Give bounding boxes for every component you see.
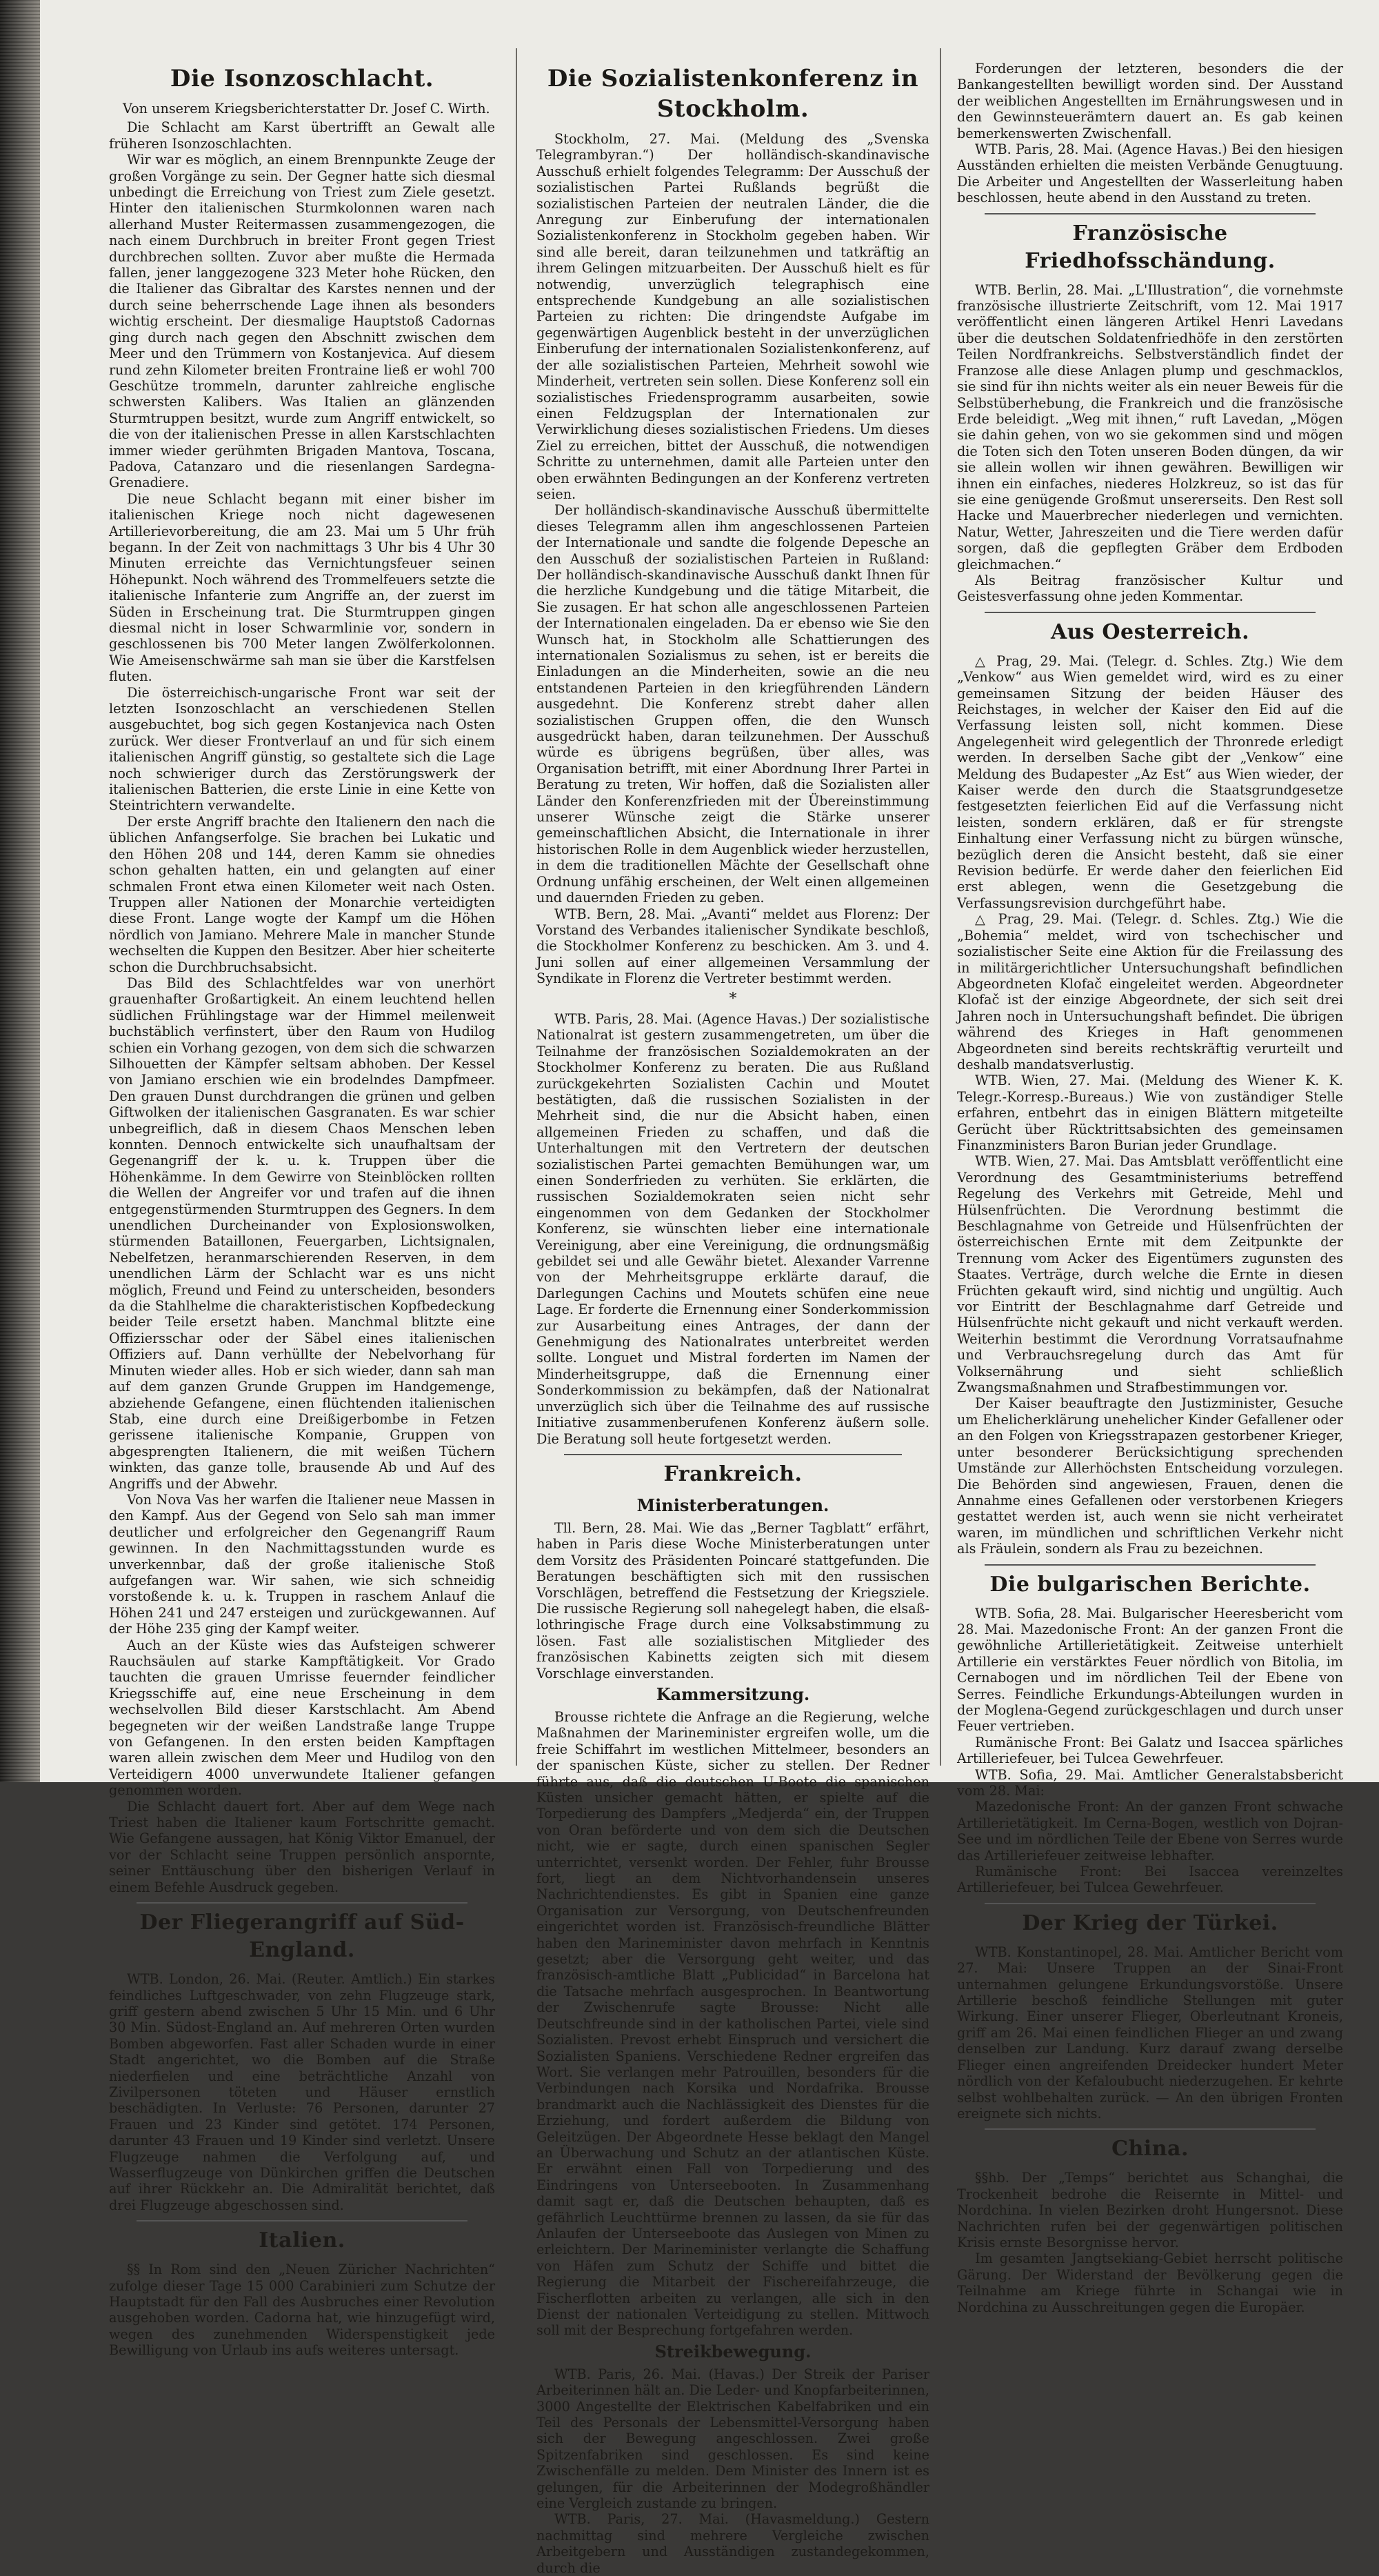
paragraph: Der erste Angriff brachte den Italienern den nach die üblichen Anfangserfolge. Sie brachen bei Lukatic und den Höhen 208 und 144, deren Kamm sie ohnedies schon gehalten hatten, ein und gelangten auf einer schmalen Front etwa einen Kilometer weit nach Osten. Truppen aller Nationen der Monarchie verteidigten diese Front. Lange wogte der Kampf um die Höhen nördlich von Jamiano. Mehrere Male in mancher Stunde wechselten die Kuppen den Besitzer. Aber hier scheiterte schon die Durchbruchsabsicht.: [109, 813, 495, 975]
paragraph: WTB. Sofia, 29. Mai. Amtlicher Generalstabsbericht vom 28. Mai:: [957, 1766, 1343, 1799]
paragraph: WTB. Paris, 28. Mai. (Agence Havas.) Der sozialistische Nationalrat ist gestern zusammengetreten, um über die Teilnahme der französischen Sozialdemokraten an der Stockholmer Konferenz zu beraten. Die aus Rußland zurückgekehrten Sozialisten Cachin und Moutet bestätigten, daß die russischen Sozialisten in der Mehrheit sind, die nur die Absicht haben, einen allgemeinen Frieden zu schaffen, und daß die Unterhaltungen mit den Vertretern der deutschen sozialistischen Partei gemachten Bemühungen war, um einen Sonderfrieden zu verhüten. Sie erklärten, die russischen Sozialdemokraten seien nicht sehr eingenommen von dem Gedanken der Stockholmer Konferenz, sie wünschten lieber eine internationale Vereinigung, aber eine Vereinigung, die ordnungsmäßig gebildet sei und alle Gewähr bietet. Alexander Varrenne von der Mehrheitsgruppe erklärte darauf, die Darlegungen Cachins und Moutets schüfen eine neue Lage. Er forderte die Ernennung einer Sonderkommission zur Ausarbeitung eines Antrages, der dann der Genehmigung des Nationalrates unterbreitet werden sollte. Longuet und Mistral forderten im Namen der Minderheitsgruppe, daß die Ernennung einer Sonderkommission zu bekämpfen, daß der Nationalrat unverzüglich sich über die Teilnahme des auf russische Initiative zusammenberufenen Konferenz äußern solle. Die Beratung soll heute fortgesetzt werden.: [536, 1010, 929, 1447]
paragraph: §§hb. Der „Temps“ berichtet aus Schanghai, die Trockenheit bedrohe die Reisernte in Mittel- und Nordchina. In vielen Bezirken droht Hungersnot. Diese Nachrichten rufen bei der gegenwärtigen politischen Krisis ernste Besorgnisse hervor.: [957, 2170, 1343, 2250]
paragraph: Im gesamten Jangtsekiang-Gebiet herrscht politische Gärung. Der Widerstand der Bevölkerung gegen die Teilnahme am Kriege führte in Schangai wie in Nordchina zu Ausschreitungen gegen die Europäer.: [957, 2250, 1343, 2315]
newspaper-page: [40, 0, 1379, 2576]
paragraph: WTB. Sofia, 28. Mai. Bulgarischer Heeresbericht vom 28. Mai. Mazedonische Front: An der ganzen Front die gewöhnliche Artillerietätigkeit. Zeitweise unterhielt Artillerie ein verstärktes Feuer nördlich von Bitolia, im Cernabogen und im nördlichen Teil der Ebene von Serres. Feindliche Erkundungs-Abteilungen wurden in der Moglena-Gegend zurückgeschlagen und durch unser Feuer vertrieben.: [957, 1605, 1343, 1735]
headline-italien: Italien.: [259, 2228, 345, 2253]
section-divider: [985, 1564, 1316, 1566]
paragraph: Die neue Schlacht begann mit einer bisher im italienischen Kriege noch nicht dagewesenen Artillerievorbereitung, die am 23. Mai um 5 Uhr früh begann. In der Zeit von nachmittags 3 Uhr bis 4 Uhr 30 Minuten erreichte das Vernichtungsfeuer seinen Höhepunkt. Noch während des Trommelfeuers setzte die italienische Infanterie zum Angriffe an, der zuerst im Süden in Erscheinung trat. Die Sturmtruppen gingen diesmal nicht in loser Schwarmlinie vor, sondern in geschlossenen bis 700 Meter langen Zwölferkolonnen. Wie Ameisenschwärme sah man sie über die Karstfelsen fluten.: [109, 490, 495, 685]
paragraph: Das Bild des Schlachtfeldes war von unerhört grauenhafter Großartigkeit. An einem leuchtend hellen südlichen Frühlingstage war der Himmel meilenweit buchstäblich verfinstert, über den Raum von Hudilog schien ein Vorhang gezogen, von dem sich die schwarzen Silhouetten der Kämpfer seltsam abhoben. Der Kessel von Jamiano erschien wie ein brodelndes Dampfmeer. Den grauen Dunst durchdrangen die grünen und gelben Giftwolken der italienischen Gasgranaten. Es war schier unbegreiflich, daß in diesem Chaos Menschen leben konnten. Dennoch entwickelte sich unaufhaltsam der Gegenangriff der k. u. k. Truppen über die Höhenkämme. In dem Gewirre von Steinblöcken rollten die Wellen der Angreifer vor und trafen auf die ihnen entgegenstürmenden Sturmtruppen des Gegners. In dem unendlichen Durcheinander von Explosionswolken, stürmenden Bataillonen, Feuergarben, Lichtsignalen, Nebelfetzen, heranmarschierenden Reserven, in dem unendlichen Lärm der Schlacht war es uns nicht möglich, Freund und Feind zu unterscheiden, besonders da die Stahlhelme die charakteristischen Kopfbedeckung beider Teile ersetzt haben. Manchmal blitzte eine Offiziersschar oder der Säbel eines italienischen Offiziers auf. Dann verhüllte der Nebelvorhang für Minuten wieder alles. Hob er sich wieder, dann sah man auf dem ganzen Grunde Gruppen im Handgemenge, abziehende Gefangene, einen flüchtenden italienischen Stab, eine durch eine Dreißigerbombe in Fetzen gerissene italienische Kompanie, Gruppen von abgesprengten Italienern, die mit weißen Tüchern winkten, das ganze tolle, brausende Ab und Auf des Angriffs und der Abwehr.: [109, 975, 495, 1492]
headline-friedhofsschaendung: Französische Friedhofsschändung.: [1025, 221, 1276, 273]
byline: Von unserem Kriegsberichterstatter Dr. Josef C. Wirth.: [123, 101, 490, 117]
headline-china: China.: [1111, 2137, 1189, 2161]
paragraph: △ Prag, 29. Mai. (Telegr. d. Schles. Ztg.) Wie die „Bohemia“ meldet, wird von tschechischer und sozialistischer Seite eine Aktion für die Freilassung des in militärgerichtlicher Untersuchungshaft befindlichen Abgeordneten Klofač eingeleitet werden. Abgeordneter Klofač ist der einzige Abgeordnete, der sich seit drei Jahren noch in Untersuchungshaft befindet. Die übrigen während des Krieges in Haft genommenen Abgeordneten sind bereits rechtskräftig verurteilt und deshalb mandatsverlustig.: [957, 911, 1343, 1072]
paragraph: Tll. Bern, 28. Mai. Wie das „Berner Tagblatt“ erfährt, haben in Paris diese Woche Ministerberatungen unter dem Vorsitz des Präsidenten Poincaré stattgefunden. Die Beratungen beschäftigten sich mit den russischen Vorschlägen, betreffend die Festsetzung der Kriegsziele. Die russische Regierung soll nahegelegt haben, die elsaß-lothringische Frage durch eine Volksabstimmung zu lösen. Fast alle sozialistischen Mitglieder des französischen Kabinetts zeigten sich mit diesem Vorschlage einverstanden.: [536, 1519, 929, 1681]
paragraph: Mazedonische Front: An der ganzen Front schwache Artillerietätigkeit. Im Cerna-Bogen, westlich von Dojran-See und im nördlichen Teile der Ebene von Serres wurde das Artilleriefeuer zeitweise lebhafter.: [957, 1799, 1343, 1864]
headline-sozialistenkonferenz: Die Sozialistenkonferenz in Stockholm.: [547, 65, 919, 123]
headline-frankreich: Frankreich.: [663, 1461, 803, 1486]
column-rule: [516, 48, 517, 1766]
paragraph: Auch an der Küste wies das Aufsteigen schwerer Rauchsäulen auf starke Kampftätigkeit. Vor Grado tauchten die grauen Umrisse feuernder feindlicher Kriegsschiffe auf, eine neue Erscheinung in dem wechselvollen Bild dieser Karstschlacht. Am Abend begegneten wir der weißen Landstraße lange Truppe von Gefangenen. In den ersten beiden Kampftagen waren allein zwischen dem Meer und Hudilog von den Verteidigern 4000 unverwundete Italiener gefangen genommen worden.: [109, 1637, 495, 1799]
paragraph: Die Schlacht am Karst übertrifft an Gewalt alle früheren Isonzoschlachten.: [109, 119, 495, 152]
headline-aus-oesterreich: Aus Oesterreich.: [1050, 619, 1250, 644]
subheading-streikbewegung: Streikbewegung.: [654, 2341, 812, 2362]
headline-bulgarische-berichte: Die bulgarischen Berichte.: [989, 1572, 1311, 1597]
paragraph: Die Schlacht dauert fort. Aber auf dem Wege nach Triest haben die Italiener kaum Fortschritte gemacht. Wie Gefangene aussagen, hat König Viktor Emanuel, der vor der Schlacht seine Truppen persönlich anspornte, seiner Enttäuschung über den bisherigen Verlauf in einem Befehle Ausdruck gegeben.: [109, 1798, 495, 1895]
paragraph: Als Beitrag französischer Kultur und Geistesverfassung ohne jeden Kommentar.: [957, 572, 1343, 605]
paragraph: WTB. Konstantinopel, 28. Mai. Amtlicher Bericht vom 27. Mai: Unsere Truppen an der Sinai-Front unternahmen gelungene Erkundungsvorstöße. Unsere Artillerie beschoß feindliche Stellungen mit guter Wirkung. Einer unserer Flieger, Oberleutnant Kroneis, griff am 26. Mai einen feindlichen Flieger an und zwang denselben zur Landung. Kurz darauf zwang derselbe Flieger einen angreifenden Dreidecker hundert Meter nördlich von der Kefaloubucht niederzugehen. Er kehrte selbst wohlbehalten zurück. — An den übrigen Fronten ereignete sich nichts.: [957, 1944, 1343, 2121]
column-rule: [940, 48, 941, 1766]
paragraph: WTB. London, 26. Mai. (Reuter. Amtlich.) Ein starkes feindliches Luftgeschwader, von zehn Flugzeuge stark, griff gestern abend zwischen 5 Uhr 15 Min. und 6 Uhr 30 Min. Südost-England an. Auf mehreren Orten wurden Bomben abgeworfen. Fast aller Schaden wurde in einer Stadt angerichtet, wo die Bomben auf die Straße niederfielen und eine beträchtliche Anzahl von Zivilpersonen töteten und Häuser ernstlich beschädigten. In Verluste: 76 Personen, darunter 27 Frauen und 23 Kinder sind getötet. 174 Personen, darunter 43 Frauen und 19 Kinder sind verletzt. Unsere Flugzeuge nahmen die Verfolgung auf, und Wasserflugzeuge von Dünkirchen griffen die Deutschen auf ihrer Rückkehr an. Die Admiralität berichtet, daß drei Flugzeuge abgeschossen sind.: [109, 1971, 495, 2213]
section-divider: [985, 213, 1316, 214]
column-middle: [536, 61, 929, 2576]
section-divider: [985, 2128, 1316, 2130]
paragraph: Von Nova Vas her warfen die Italiener neue Massen in den Kampf. Aus der Gegend von Selo sah man immer deutlicher und erfolgreicher den Gegenangriff Raum gewinnen. In den Nachmittagsstunden wurde es unverkennbar, daß der große italienische Stoß aufgefangen war. Wir sahen, wie sich schneidig vorstoßende k. u. k. Truppen in raschem Anlauf die Höhen 241 und 247 ersteigen und zurückgewannen. Auf der Höhe 235 ging der Kampf weiter.: [109, 1491, 495, 1637]
paragraph: Wir war es möglich, an einem Brennpunkte Zeuge der großen Vorgänge zu sein. Der Gegner hatte sich diesmal unbedingt die Erreichung von Triest zum Ziele gesetzt. Hinter den italienischen Sturmkolonnen waren nach allerhand Muster Reitermassen zusammengezogen, die nach einem Durchbruch in breiter Front gegen Triest durchbrechen sollten. Zuvor aber mußte die Hermada fallen, jener langgezogene 323 Meter hohe Rücken, den die Italiener das Gibraltar des Karstes nennen und der durch seine beherrschende Lage ihnen als besonders wichtig erscheint. Der diesmalige Hauptstoß Cadornas ging durch nach gegen den Abschnitt zwischen dem Meer und den Trümmern von Kostanjevica. Auf diesem rund zehn Kilometer breiten Frontraine ließ er wohl 700 Geschütze trommeln, darunter zahlreiche englische schwersten Kalibers. Was Italien an glänzenden Sturmtruppen besitzt, wurde zum Angriff entwickelt, so die von der italienischen Presse in allen Karstschlachten immer wieder gerühmten Brigaden Mantova, Toscana, Padova, Catanzaro und die riesenlangen Sardegna-Grenadiere.: [109, 152, 495, 491]
section-divider: [985, 612, 1316, 613]
paragraph: Der holländisch-skandinavische Ausschuß übermittelte dieses Telegramm allen ihm angeschlossenen Parteien der Internationale und sandte die folgende Depesche an den Ausschuß der sozialistischen Parteien in Rußland: Der holländisch-skandinavische Ausschuß dankt Ihnen für die herzliche Kundgebung und die tätige Mitarbeit, die Sie zusagen. Er hat schon alle angeschlossenen Parteien der Internationalen eingeladen. Da er ebenso wie Sie den Wunsch hat, in Stockholm alle Schattierungen des internationalen Sozialismus zu sehen, ist er bereits die Einladungen an die Minderheiten, sowie an die neu entstandenen Parteien in den kriegführenden Ländern ausgedehnt. Die Konferenz strebt daher allen sozialistischen Gruppen offen, die den Wunsch ausgedrückt haben, daran teilzunehmen. Der Ausschuß würde es übrigens begrüßen, über alles, was Organisation betrifft, mit einer Abordnung Ihrer Partei in Beratung zu treten, Wir hoffen, daß die Sozialisten aller Länder den Konferenzfrieden mit der Übereinstimmung unserer Wünsche zeigt die Stärke unserer gemeinschaftlichen Absicht, die Internationale in ihrer historischen Rolle in dem Augenblick wieder herzustellen, in dem die traditionellen Mächte der Gesellschaft ohne Ordnung unfähig erscheinen, der Welt einen allgemeinen und dauernden Frieden zu geben.: [536, 502, 929, 906]
paragraph: WTB. Bern, 28. Mai. „Avanti“ meldet aus Florenz: Der Vorstand des Verbandes italienischer Syndikate beschloß, die Stockholmer Konferenz zu beschicken. Am 3. und 4. Juni sollen auf einer allgemeinen Versammlung der Syndikate in Florenz die Vertreter bestimmt werden.: [536, 906, 929, 987]
section-divider: [564, 1454, 902, 1455]
asterisk-separator: *: [729, 990, 737, 1008]
paragraph: Die österreichisch-ungarische Front war seit der letzten Isonzoschlacht an verschiedenen Stellen ausgebuchtet, bog sich gegen Kostanjevica nach Osten zurück. Wer dieser Frontverlauf an und für sich einem italienischen Angriff günstig, so gestaltete sich die Lage noch schwieriger durch das Zerstörungswerk der italienischen Batterien, die erste Linie in eine Kette von Steintrichtern verwandelte.: [109, 684, 495, 814]
paragraph: Der Kaiser beauftragte den Justizminister, Gesuche um Ehelicherklärung unehelicher Kinder Gefallener oder an den Folgen von Kriegsstrapazen gestorbener Krieger, unter besonderer Berücksichtigung sprechenden Umstände zur Allerhöchsten Entscheidung vorzulegen. Die Behörden sind angewiesen, Frauen, denen die Annahme eines Gefallenen oder verstorbenen Kriegers gestattet werden ist, auch wenn sie nicht verheiratet waren, im mündlichen und schriftlichen Verkehr nicht als Fräulein, sondern als Frau zu bezeichnen.: [957, 1395, 1343, 1557]
column-left: [109, 61, 495, 2359]
column-right: [957, 61, 1343, 2315]
headline-fliegerangriff: Der Fliegerangriff auf Süd-England.: [139, 1910, 465, 1963]
paragraph: Stockholm, 27. Mai. (Meldung des „Svenska Telegrambyran.“) Der holländisch-skandinavische Ausschuß erhielt folgendes Telegramm: Der Ausschuß der sozialistischen Partei Rußlands begrüßt die sozialistischen Parteien der neutralen Länder, die die Anregung zur Einberufung der internationalen Sozialistenkonferenz in Stockholm gegeben haben. Wir sind alle bereit, daran teilzunehmen und tatkräftig an ihrem Gelingen mitzuarbeiten. Der Ausschuß hielt es für notwendig, unverzüglich telegraphisch eine entsprechende Kundgebung an alle sozialistischen Parteien zu richten: Die dringendste Aufgabe im gegenwärtigen Augenblick besteht in der unverzüglichen Einberufung der internationalen Sozialistenkonferenz, auf der alle sozialistischen Parteien, Mehrheit sowohl wie Minderheit, vertreten sein sollen. Diese Konferenz soll ein sozialistisches Friedensprogramm ausarbeiten, sowie einen Feldzugsplan der Internationalen zur Verwirklichung dieses sozialistischen Friedens. Um dieses Ziel zu erreichen, bittet der Ausschuß, die notwendigen Schritte zu unternehmen, damit alle Parteien unter den oben erwähnten Bedingungen an der Konferenz vertreten seien.: [536, 131, 929, 502]
paragraph: WTB. Wien, 27. Mai. (Meldung des Wiener K. K. Telegr.-Korresp.-Bureaus.) Wie von zuständiger Stelle erfahren, entbehrt das in einigen Blättern mitgeteilte Gerücht über Rücktrittsabsichten des gemeinsamen Finanzministers Baron Burian jeder Grundlage.: [957, 1072, 1343, 1153]
paragraph: Rumänische Front: Bei Isaccea vereinzeltes Artilleriefeuer, bei Tulcea Gewehrfeuer.: [957, 1864, 1343, 1896]
paragraph: §§ In Rom sind den „Neuen Züricher Nachrichten“ zufolge dieser Tage 15 000 Carabinieri zum Schutze der Hauptstadt für den Fall des Ausbruches einer Revolution ausgehoben worden. Cadorna hat, wie hinzugefügt wird, wegen des zunehmenden Widerspenstigkeit jede Bewilligung von Urlaub ins aufs weiteres untersagt.: [109, 2262, 495, 2359]
paragraph: Rumänische Front: Bei Galatz und Isaccea spärliches Artilleriefeuer, bei Tulcea Gewehrfeuer.: [957, 1734, 1343, 1767]
section-divider: [985, 1903, 1316, 1904]
paragraph: WTB. Wien, 27. Mai. Das Amtsblatt veröffentlicht eine Verordnung des Gesamtministeriums betreffend Regelung des Verkehrs mit Getreide, Mehl und Hülsenfrüchten. Die Verordnung bestimmt die Beschlagnahme von Getreide und Hülsenfrüchten der österreichischen Ernte mit dem Zeitpunkte der Trennung vom Acker des Eigentümers zugunsten des Staates. Verträge, durch welche die Ernte in diesen Früchten gekauft wird, sind nichtig und ungültig. Auch vor Eintritt der Beschlagnahme darf Getreide und Hülsenfrüchte nicht gekauft und nicht verkauft werden. Weiterhin bestimmt die Verordnung Vorratsaufnahme und Verbrauchsregelung durch das Amt für Volksernährung und sieht schließlich Zwangsmaßnahmen und Strafbestimmungen vor.: [957, 1153, 1343, 1396]
paragraph: WTB. Paris, 27. Mai. (Havasmeldung.) Gestern nachmittag sind mehrere Vergleiche zwischen Arbeitgebern und Ausständigen zustandegekommen, durch die: [536, 2511, 929, 2576]
subheading-ministerberatungen: Ministerberatungen.: [636, 1495, 829, 1515]
paragraph: △ Prag, 29. Mai. (Telegr. d. Schles. Ztg.) Wie dem „Venkow“ aus Wien gemeldet wird, wird es zu einer gemeinsamen Sitzung der beiden Häuser des Reichstages, in welcher der Kaiser den Eid auf die Verfassung leisten soll, nicht kommen. Diese Angelegenheit wird gelegentlich der Thronrede erledigt werden. In derselben Sache gibt der „Venkow“ eine Meldung des Budapester „Az Est“ aus Wien wieder, der Kaiser werde den durch die Staatsgrundgesetze festgesetzten feierlichen Eid auf die Verfassung nicht leisten, sondern erklären, daß er für strengste Einhaltung einer Verfassung nicht zu bürgen wünsche, bezüglich deren die Ansicht besteht, daß sie einer Revision bedürfe. Er werde daher den feierlichen Eid erst ablegen, wenn die Gesetzgebung die Verfassungsrevision durchgeführt habe.: [957, 652, 1343, 911]
paragraph: WTB. Paris, 28. Mai. (Agence Havas.) Bei den hiesigen Ausständen erhielten die meisten Verbände Genugtuung. Die Arbeiter und Angestellten der Wasserleitung haben beschlossen, heute abend in den Ausstand zu treten.: [957, 141, 1343, 206]
paragraph: WTB. Berlin, 28. Mai. „L'Illustration“, die vornehmste französische illustrierte Zeitschrift, vom 12. Mai 1917 veröffentlicht einen längeren Artikel Henri Lavedans über die deutschen Soldatenfriedhöfe in den zerstörten Teilen Nordfrankreichs. Selbstverständlich findet der Franzose alle diese Anlagen plump und geschmacklos, sie sind für ihn nichts weiter als ein neuer Beweis für die Selbstüberhebung, die Frankreich und die französische Erde beleidigt. „Weg mit ihnen,“ ruft Lavedan, „Mögen sie dahin gehen, von wo sie gekommen sind und mögen die Toten sich den Toten unseren Boden düngen, da wir sie allein wollen wir ihnen gewähren. Bewilligen wir ihnen ein einfaches, niederes Holzkreuz, so ist das für sie eine genügende Großmut unsererseits. Den Rest soll Hacke und Mauerbrecher niederlegen und vernichten. Natur, Wetter, Jahreszeiten und die Tiere werden dafür sorgen, daß die gepflegten Gräber dem Erdboden gleichmachen.“: [957, 281, 1343, 572]
section-divider: [137, 2220, 467, 2221]
paragraph: Brousse richtete die Anfrage an die Regierung, welche Maßnahmen der Marineminister ergreifen wolle, um die freie Schiffahrt im westlichen Mittelmeer, besonders an der spanischen Küste, sicher zu stellen. Der Redner führte aus, daß die deutschen U-Boote die spanischen Küsten unsicher gemacht hätten, er spielte auf die Torpedierung des Dampfers „Medjerda“ ein, der Truppen von Oran beförderte und von dem sich die Deutschen nicht, wie er sagte, durch einen spanischen Segler unterrichtet, versenkt worden. Der Fehler, fuhr Brousse fort, liegt an dem Nichtvorhandensein unseres Nachrichtendienstes. Es gibt in Spanien eine ganze Organisation zur Versorgung, von Deutschenfreunden eingerichtet worden ist. Französisch-freundliche Blätter haben den Marineminister davon mehrfach in Kenntnis gesetzt; aber die Versorgung geht weiter, und das französisch-amtliche Blatt „Publicidad“ in Barcelona hat die Tatsache mehrfach ausgesprochen. In Beantwortung der Zwischenrufe sagte Brousse: Nicht alle Deutschfreunde sind in der katholischen Partei, viele sind Sozialisten. Prevost erhebt Einspruch und versichert die Sozialisten Spaniens. Verschiedene Redner ergreifen das Wort. Sie verlangen mehr Patrouillen, besonders für die Verbindungen nach Korsika und Nordafrika. Brousse brandmarkt auch die Nachlässigkeit des Dienstes für die Erziehung, und fordert außerdem die Bildung von Geleitzügen. Der Abgeordnete Hesse beklagt den Mangel an Überwachung und Schutz an der atlantischen Küste. Er erwähnt einen Fall von Torpedierung und des Eindringens von Unterseebooten. In Zusammenhang damit sagt er, daß die Deutschen behaupten, daß es gefährlich Leuchttürme brennen zu lassen, da sie für das Anlaufen der Unterseeboote das Auslegen von Minen zu erleichtern. Der Marineminister verlangte die Schaffung von Häfen zum Schutz der Schiffe und bittet die Regierung die Mitarbeit der Fischereifahrzeuge, die Fischerflotten arbeiten zu verlangen, alle sich in den Dienst der nationalen Verteidigung zu stellen. Mittwoch soll mit der Besprechung fortgefahren werden.: [536, 1708, 929, 2339]
headline-isonzoschlacht: Die Isonzoschlacht.: [170, 65, 434, 92]
book-binding-edge: [0, 0, 40, 1782]
section-divider: [137, 1902, 467, 1904]
paragraph: Forderungen der letzteren, besonders die der Bankangestellten bewilligt worden sind. Der Ausstand der weiblichen Angestellten im Ernährungswesen und in den Gewinnsteuerämtern dauert an. Es gab keinen bemerkenswerten Zwischenfall.: [957, 61, 1343, 141]
paragraph: WTB. Paris, 26. Mai. (Havas.) Der Streik der Pariser Arbeiterinnen hält an. Die Leder- und Knopfarbeiterinnen, 3000 Angestellte der Elektrischen Kabelfabriken und ein Teil des Personals der Lebensmittel-Versorgung haben sich der Bewegung angeschlossen. Zwei große Spitzenfabriken sind geschlossen. Es sind keine Zwischenfälle zu melden. Dem Minister des Innern ist es gelungen, für die Arbeiterinnen der Modegroßhändler eine Vergleich zustande zu bringen.: [536, 2366, 929, 2512]
headline-krieg-der-tuerkei: Der Krieg der Türkei.: [1022, 1910, 1278, 1935]
subheading-kammersitzung: Kammersitzung.: [656, 1684, 810, 1704]
